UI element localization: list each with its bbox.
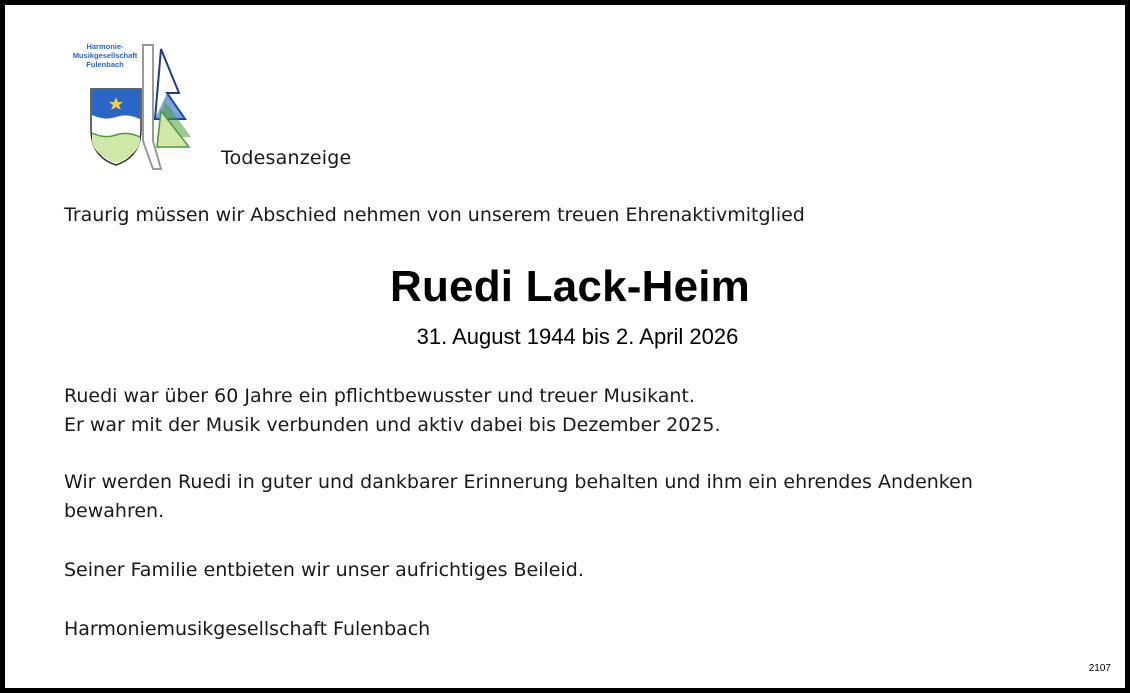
paragraph-condolence xyxy=(64,556,1094,585)
life-dates: 31. August 1944 bis 2. April 2026 xyxy=(416,324,739,349)
intro-text: Traurig müssen wir Abschied nehmen von unserem treuen Ehrenaktivmitglied xyxy=(64,204,805,226)
paragraph-service xyxy=(64,382,1094,440)
paragraph-line: Seiner Familie entbieten wir unser aufrichtiges Beileid. xyxy=(64,559,584,581)
paragraph-line: bewahren. xyxy=(64,500,165,522)
signature-line: Harmoniemusikgesellschaft Fulenbach xyxy=(64,618,431,640)
notice-heading: Todesanzeige xyxy=(221,147,352,169)
deceased-name: Ruedi Lack-Heim xyxy=(390,262,750,311)
ad-code: 2107 xyxy=(1088,663,1111,674)
logo-text-line3: Fulenbach xyxy=(86,60,124,69)
paragraph-remembrance xyxy=(64,468,1094,526)
logo-text-line1: Harmonie- xyxy=(86,42,124,51)
paragraph-line: Wir werden Ruedi in guter und dankbarer Erinnerung behalten und ihm ein ehrendes Andenken xyxy=(64,471,973,493)
paragraph-line: Er war mit der Musik verbunden und aktiv dabei bis Dezember 2025. xyxy=(64,414,721,436)
coat-of-arms-icon xyxy=(91,89,141,165)
fir-tree-icon xyxy=(155,49,191,147)
signature xyxy=(64,615,1094,644)
paragraph-line: Ruedi war über 60 Jahre ein pflichtbewusster und treuer Musikant. xyxy=(64,385,695,407)
society-logo xyxy=(61,41,195,173)
logo-text-line2: Musikgesellschaft xyxy=(72,51,138,60)
